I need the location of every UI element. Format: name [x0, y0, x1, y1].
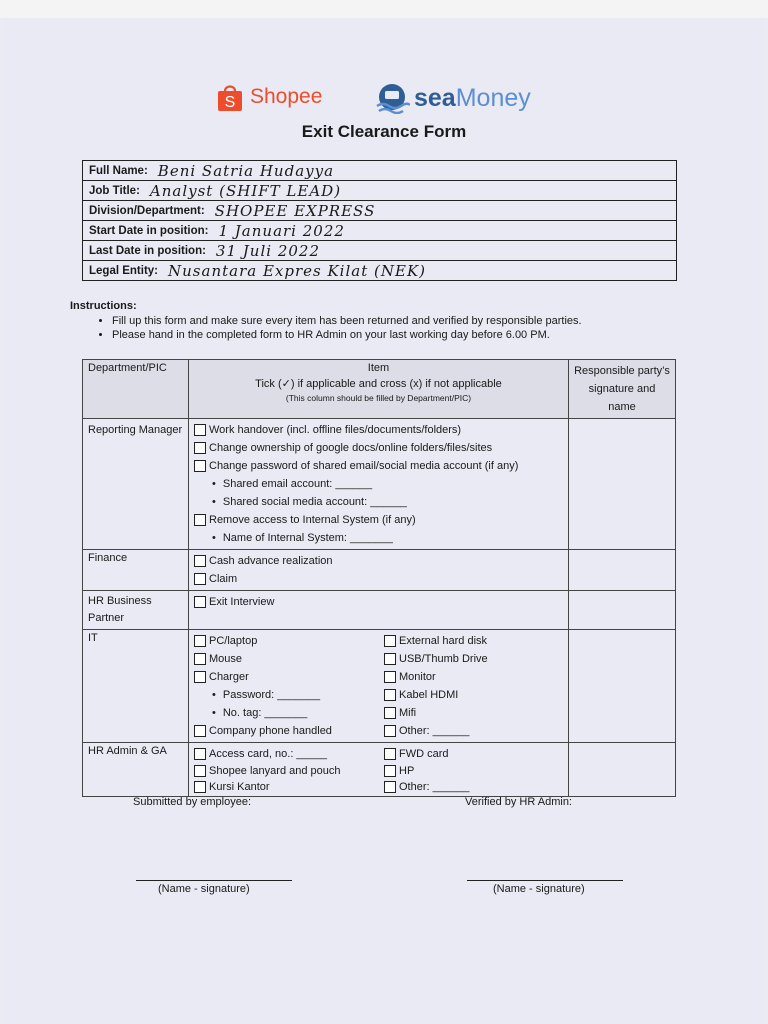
checkbox[interactable]: [194, 460, 206, 472]
start-date-label: Start Date in position:: [89, 224, 209, 237]
checklist-item[interactable]: Access card, no.: _____: [194, 745, 384, 762]
hr-admin-columns: [194, 745, 563, 794]
last-date-value[interactable]: 31 Juli 2022: [215, 241, 320, 260]
checkbox[interactable]: [194, 635, 206, 647]
shopee-logo: [216, 82, 322, 112]
checklist-item[interactable]: HP: [384, 762, 469, 779]
instruction-item: • Please hand in the completed form to HR Admin on your last working day before 6.00 PM.: [112, 329, 582, 341]
checklist-item[interactable]: Other: ______: [384, 722, 488, 740]
checkbox[interactable]: [194, 725, 206, 737]
checkbox[interactable]: [384, 765, 396, 777]
checkbox[interactable]: [194, 555, 206, 567]
bullet-field[interactable]: • Shared email account: ______: [194, 475, 563, 493]
checklist-item[interactable]: Company phone handled: [194, 722, 384, 740]
it-right-column: [384, 632, 488, 740]
checklist-item[interactable]: Cash advance realization: [194, 552, 563, 570]
hr-business-partner-items: [189, 591, 569, 630]
hr-admin-left-column: [194, 745, 384, 794]
checkbox[interactable]: [384, 671, 396, 683]
employee-signature-caption: (Name - signature): [158, 883, 250, 895]
checklist-item[interactable]: FWD card: [384, 745, 469, 762]
submitted-by-label: Submitted by employee:: [133, 796, 252, 808]
checklist-item[interactable]: Monitor: [384, 668, 488, 686]
svg-text:S: S: [224, 94, 236, 111]
it-cell: IT: [83, 630, 189, 743]
checkbox[interactable]: [384, 748, 396, 760]
checkbox[interactable]: [384, 707, 396, 719]
instruction-item: • Fill up this form and make sure every item has been returned and verified by responsible parties.: [112, 315, 582, 327]
shopee-wordmark: Shopee: [250, 85, 323, 108]
checkbox[interactable]: [384, 653, 396, 665]
checklist-item[interactable]: Exit Interview: [194, 593, 563, 611]
instructions-title: Instructions:: [70, 300, 137, 312]
item-header-sub: Tick (✓) if applicable and cross (x) if not applicable: [255, 378, 502, 390]
signature-cell[interactable]: [569, 550, 676, 591]
checkbox[interactable]: [194, 748, 206, 760]
checkbox[interactable]: [384, 725, 396, 737]
checklist-item[interactable]: External hard disk: [384, 632, 488, 650]
finance-items: [189, 550, 569, 591]
full-name-value[interactable]: Beni Satria Hudayya: [157, 161, 335, 180]
it-items: [189, 630, 569, 743]
checkbox[interactable]: [194, 514, 206, 526]
checklist-item[interactable]: Kabel HDMI: [384, 686, 488, 704]
job-title-row: [83, 181, 676, 201]
clearance-table: [82, 359, 676, 797]
checklist-item[interactable]: Remove access to Internal System (if any): [194, 511, 563, 529]
full-name-row: [83, 161, 676, 181]
item-header-note: (This column should be filled by Department/PIC): [285, 393, 472, 403]
checklist-item[interactable]: Change password of shared email/social media account (if any): [194, 457, 563, 475]
item-header: [189, 360, 569, 419]
checkbox[interactable]: [194, 442, 206, 454]
employee-info-box: [82, 160, 677, 281]
checkbox[interactable]: [194, 424, 206, 436]
checklist-item[interactable]: Charger: [194, 668, 384, 686]
signature-cell[interactable]: [569, 630, 676, 743]
money-wordmark: Money: [455, 83, 531, 112]
bullet-field[interactable]: • Password: _______: [194, 686, 384, 704]
verified-by-label: Verified by HR Admin:: [465, 796, 572, 808]
hr-admin-cell: HR Admin & GA: [83, 743, 189, 797]
checkbox[interactable]: [194, 781, 206, 793]
bullet-field[interactable]: • Name of Internal System: _______: [194, 529, 563, 547]
it-left-column: [194, 632, 384, 740]
finance-cell: Finance: [83, 550, 189, 591]
division-row: [83, 201, 676, 221]
checklist-item[interactable]: Work handover (incl. offline files/documents/folders): [194, 421, 563, 439]
division-label: Division/Department:: [89, 204, 205, 217]
reporting-manager-cell: Reporting Manager: [83, 419, 189, 550]
start-date-row: [83, 221, 676, 241]
hr-admin-signature-caption: (Name - signature): [493, 883, 585, 895]
checkbox[interactable]: [194, 596, 206, 608]
job-title-value[interactable]: Analyst (SHIFT LEAD): [149, 181, 342, 200]
signature-cell[interactable]: [569, 591, 676, 630]
seamoney-logo: [374, 82, 531, 114]
hr-admin-right-column: [384, 745, 469, 794]
checkbox[interactable]: [194, 671, 206, 683]
hr-admin-items: [189, 743, 569, 797]
reporting-manager-items: [189, 419, 569, 550]
bullet-field[interactable]: • Shared social media account: ______: [194, 493, 563, 511]
item-header-title: Item: [367, 362, 390, 374]
checkbox[interactable]: [384, 635, 396, 647]
full-name-label: Full Name:: [89, 164, 148, 177]
seamoney-wave-icon: [374, 82, 410, 114]
division-value[interactable]: SHOPEE EXPRESS: [214, 201, 376, 220]
employee-signature-line[interactable]: [136, 880, 292, 881]
checklist-item[interactable]: Mifi: [384, 704, 488, 722]
checklist-item[interactable]: Kursi Kantor: [194, 779, 384, 794]
bullet-field[interactable]: • No. tag: _______: [194, 704, 384, 722]
it-columns: [194, 632, 563, 740]
checklist-item[interactable]: Change ownership of google docs/online folders/files/sites: [194, 439, 563, 457]
it-row: [83, 630, 676, 743]
finance-row: [83, 550, 676, 591]
dept-header: Department/PIC: [83, 360, 189, 419]
legal-entity-value[interactable]: Nusantara Expres Kilat (NEK): [168, 261, 427, 280]
checkbox[interactable]: [384, 781, 396, 793]
checklist-item[interactable]: Mouse: [194, 650, 384, 668]
checklist-item[interactable]: Other: ______: [384, 779, 469, 794]
checkbox[interactable]: [384, 689, 396, 701]
checklist-item[interactable]: Shopee lanyard and pouch: [194, 762, 384, 779]
legal-entity-label: Legal Entity:: [89, 264, 159, 277]
hr-business-partner-row: [83, 591, 676, 630]
reporting-manager-row: [83, 419, 676, 550]
legal-entity-row: [83, 261, 676, 280]
scan-top-margin: [0, 0, 768, 18]
job-title-label: Job Title:: [89, 184, 140, 197]
instructions-list: [70, 315, 582, 341]
last-date-row: [83, 241, 676, 261]
table-header-row: [83, 360, 676, 419]
shopee-bag-icon: [216, 82, 244, 112]
start-date-value[interactable]: 1 Januari 2022: [218, 221, 345, 240]
resp-header: Responsible party’s signature and name: [569, 360, 676, 419]
signature-cell[interactable]: [569, 743, 676, 797]
last-date-label: Last Date in position:: [89, 244, 206, 257]
checklist-item[interactable]: Claim: [194, 570, 563, 588]
checkbox[interactable]: [194, 765, 206, 777]
checklist-item[interactable]: USB/Thumb Drive: [384, 650, 488, 668]
checkbox[interactable]: [194, 653, 206, 665]
hr-admin-row: [83, 743, 676, 797]
instructions: [70, 300, 582, 343]
hr-business-partner-cell: HR Business Partner: [83, 591, 189, 630]
sea-wordmark: sea: [414, 83, 456, 112]
checklist-item[interactable]: PC/laptop: [194, 632, 384, 650]
logo-bar: [0, 80, 768, 120]
signature-cell[interactable]: [569, 419, 676, 550]
form-title: Exit Clearance Form: [301, 122, 467, 141]
hr-admin-signature-line[interactable]: [467, 880, 623, 881]
checkbox[interactable]: [194, 573, 206, 585]
